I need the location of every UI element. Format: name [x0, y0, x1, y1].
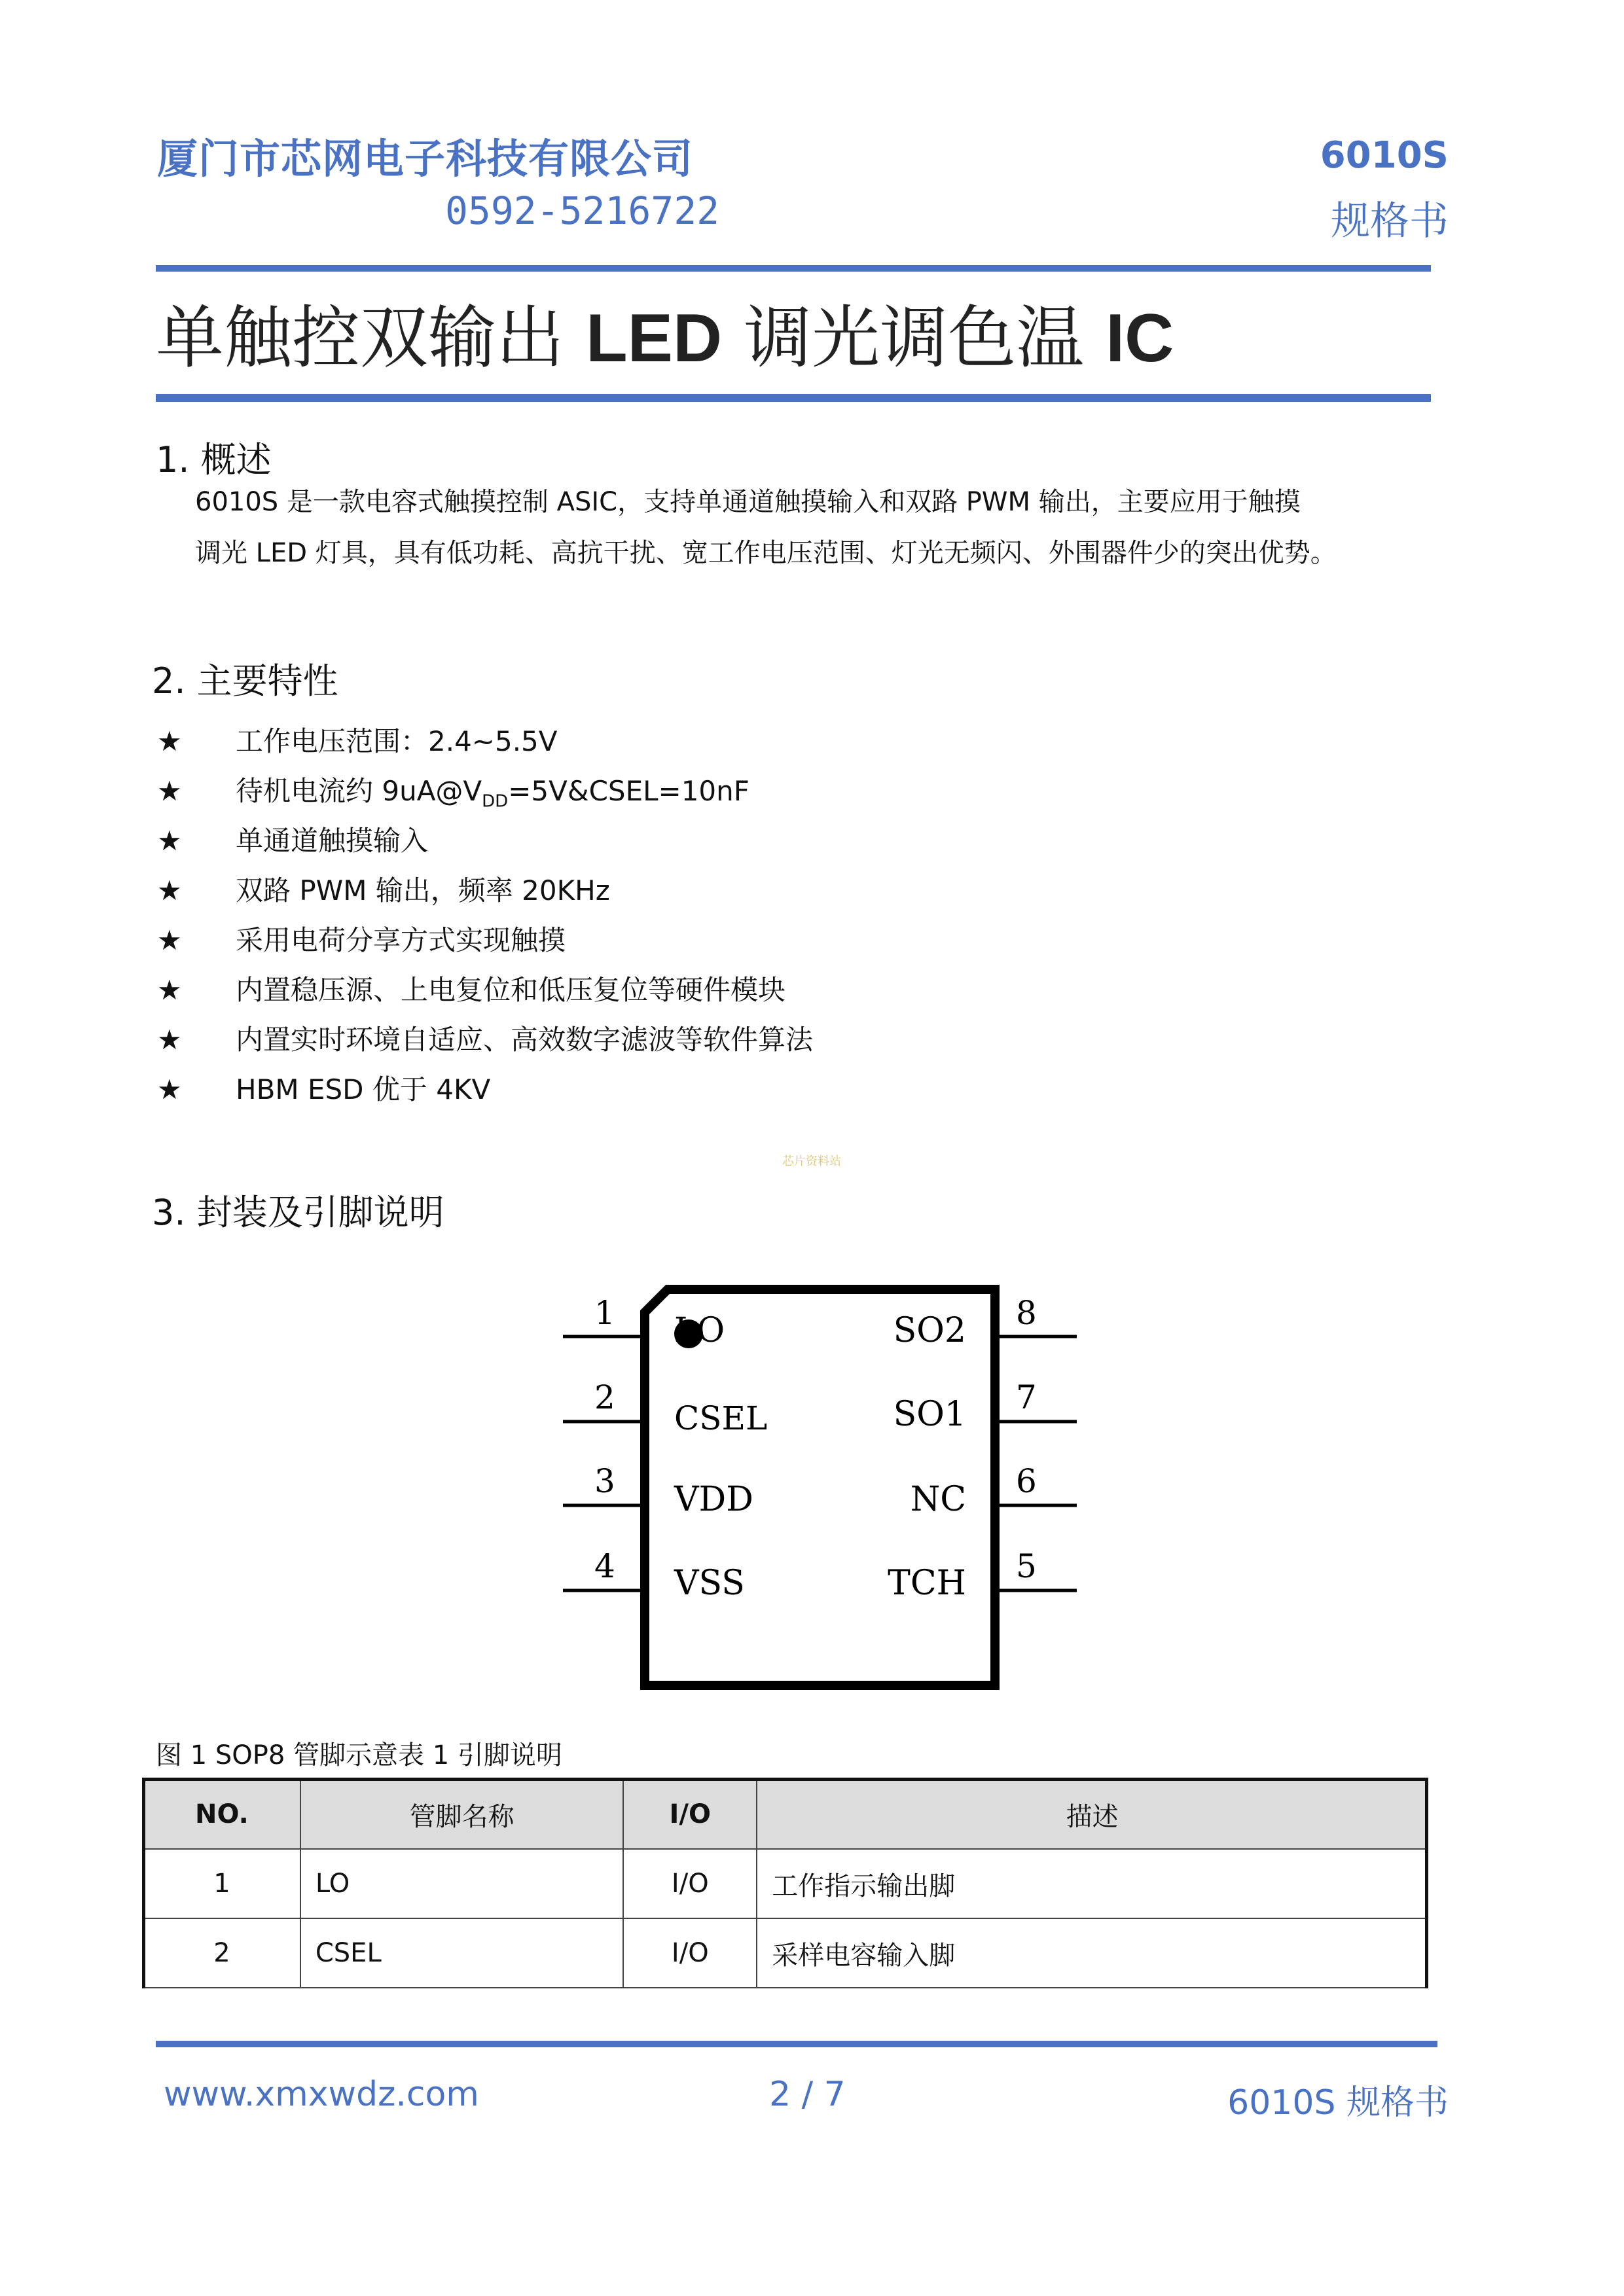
pin-number: 7: [1016, 1378, 1037, 1416]
sop8-chip-diagram: [550, 1230, 1087, 1702]
feature-item: [157, 819, 428, 859]
feature-text: 内置稳压源、上电复位和低压复位等硬件模块: [236, 974, 786, 1006]
pin-number: 4: [594, 1547, 615, 1585]
pin-number: 1: [594, 1294, 615, 1332]
table-header-row: [143, 1780, 1428, 1849]
title-led: LED: [586, 300, 723, 376]
title-ic: IC: [1106, 300, 1174, 376]
title-middle: 调光调色温: [744, 298, 1085, 378]
pin-name: CSEL: [674, 1399, 768, 1437]
feature-item: [157, 869, 610, 908]
cell-io: I/O: [623, 1918, 757, 1988]
pin-name: VSS: [674, 1564, 745, 1603]
pin-name: VDD: [674, 1480, 753, 1519]
footer-rule: [156, 2041, 1437, 2047]
star-icon: ★: [157, 874, 182, 906]
pin-number: 8: [1016, 1294, 1037, 1332]
footer-page-number: 2 / 7: [769, 2075, 846, 2114]
cell-no: 2: [143, 1918, 300, 1988]
model-number: 6010S: [1320, 134, 1449, 177]
table-border-right: [1425, 1778, 1428, 1988]
feature-text: 工作电压范围：2.4~5.5V: [236, 725, 558, 757]
pin-name: TCH: [888, 1564, 966, 1603]
watermark: 芯片资料站: [782, 1155, 841, 1168]
section2-heading: 2. 主要特性: [152, 660, 338, 702]
table-border-left: [142, 1778, 145, 1988]
star-icon: ★: [157, 1024, 182, 1056]
star-icon: ★: [157, 825, 182, 857]
pin-number: 3: [594, 1462, 615, 1500]
feature-text: 单通道触摸输入: [236, 825, 429, 857]
feature-item: [157, 770, 749, 811]
table-border-top: [142, 1778, 1428, 1781]
company-phone: 0592-5216722: [445, 188, 720, 233]
pin-table: [143, 1779, 1428, 1988]
feature-text: 双路 PWM 输出，频率 20KHz: [236, 874, 610, 906]
star-icon: ★: [157, 775, 182, 807]
footer-url-link[interactable]: www.xmxwdz.com: [164, 2075, 479, 2114]
page-title: [156, 283, 1174, 381]
feature-item: [157, 919, 566, 958]
title-prefix: 单触控双输出: [156, 298, 565, 378]
pin-number: 2: [594, 1378, 615, 1416]
header-rule-bottom: [156, 394, 1431, 402]
feature-item: [157, 1068, 490, 1107]
pin-name: NC: [910, 1480, 966, 1519]
feature-item: [157, 1018, 813, 1058]
feature-text-standby: 待机电流约 $9uA@V_{DD}=5V\&CSEL=10nF$: [236, 775, 749, 812]
star-icon: ★: [157, 974, 182, 1006]
pin-number: 6: [1016, 1462, 1037, 1500]
table-row: [143, 1849, 1428, 1918]
feature-item: [157, 720, 558, 759]
footer-spec-label: 6010S 规格书: [1227, 2083, 1449, 2123]
section1-line1: 6010S 是一款电容式触摸控制 ASIC，支持单通道触摸输入和双路 PWM 输出，主要应用于触摸: [195, 487, 1301, 517]
star-icon: ★: [157, 924, 182, 956]
section3-heading: 3. 封装及引脚说明: [152, 1192, 444, 1233]
star-icon: ★: [157, 1073, 182, 1105]
col-header-pin-name: 管脚名称: [300, 1780, 624, 1849]
company-name: 厦门市芯网电子科技有限公司: [157, 135, 694, 183]
cell-pin-name: CSEL: [300, 1918, 624, 1988]
cell-no: 1: [143, 1849, 300, 1918]
pin-name: SO1: [893, 1395, 966, 1434]
cell-pin-name: LO: [300, 1849, 624, 1918]
pin-name: SO2: [893, 1311, 966, 1350]
cell-description: 工作指示输出脚: [757, 1849, 1428, 1918]
figure-caption: 图 1 SOP8 管脚示意表 1 引脚说明: [156, 1740, 562, 1770]
cell-description: 采样电容输入脚: [757, 1918, 1428, 1988]
col-header-io: I/O: [623, 1780, 757, 1849]
section1-heading: 1. 概述: [156, 439, 272, 480]
header-rule-top: [156, 265, 1431, 272]
col-header-no: NO.: [143, 1780, 300, 1849]
pin-name: LO: [674, 1311, 725, 1350]
doc-type: 规格书: [1331, 198, 1449, 244]
star-icon: ★: [157, 725, 182, 757]
pin-number: 5: [1016, 1547, 1037, 1585]
cell-io: I/O: [623, 1849, 757, 1918]
feature-item: [157, 969, 785, 1008]
col-header-description: 描述: [757, 1780, 1428, 1849]
feature-text: HBM ESD 优于 4KV: [236, 1073, 491, 1105]
feature-text: 采用电荷分享方式实现触摸: [236, 924, 566, 956]
table-row: [143, 1918, 1428, 1988]
section1-line2: 调光 LED 灯具，具有低功耗、高抗干扰、宽工作电压范围、灯光无频闪、外围器件少的突出优势。: [195, 538, 1337, 568]
feature-text: 内置实时环境自适应、高效数字滤波等软件算法: [236, 1024, 814, 1056]
